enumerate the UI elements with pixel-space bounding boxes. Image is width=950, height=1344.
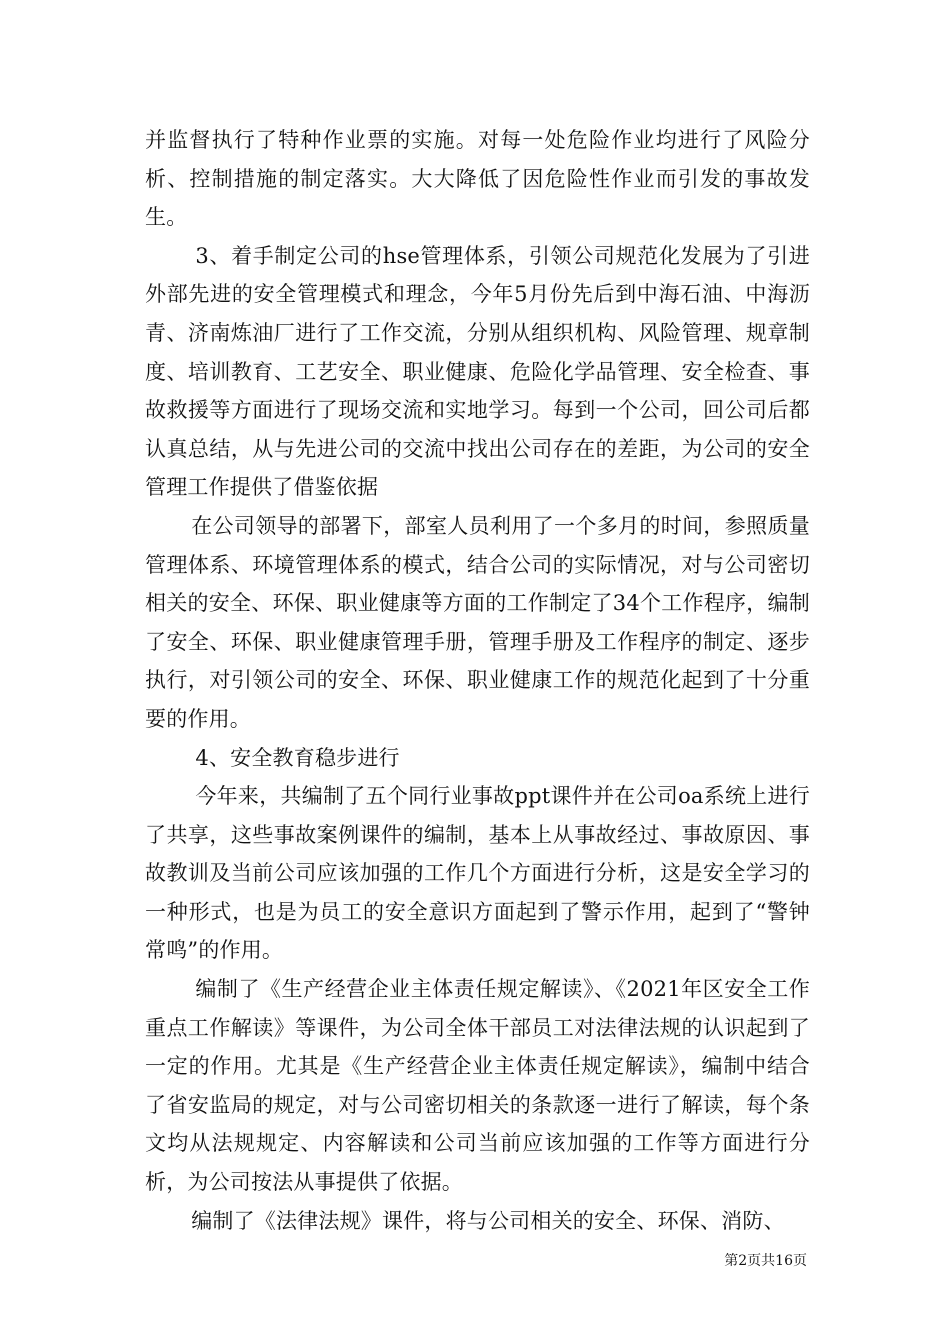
paragraph-work-procedures: 在公司领导的部署下，部室人员利用了一个多月的时间，参照质量管理体系、环境管理体系的模式，结合公司的实际情况，对与公司密切相关的安全、环保、职业健康等方面的工作制定了34个工作程序，编制了安全、环保、职业健康管理手册，管理手册及工作程序的制定、逐步执行，对引领公司的安全、环保、职业健康工作的规范化起到了十分重要的作用。 (145, 513, 810, 731)
paragraph-regulation-courseware: 编制了《生产经营企业主体责任规定解读》、《2021年区安全工作重点工作解读》等课件，为公司全体干部员工对法律法规的认识起到了一定的作用。尤其是《生产经营企业主体责任规定解读》，编制中结合了省安监局的规定，对与公司密切相关的条款逐一进行了解读，每个条文均从法规规定、内容解读和公司当前应该加强的工作等方面进行分析，为公司按法从事提供了依据。 (145, 977, 810, 1195)
paragraph-law-courseware: 编制了《法律法规》课件，将与公司相关的安全、环保、消防、 (191, 1208, 785, 1233)
page-number-footer: 第2页共16页 (724, 1253, 807, 1269)
paragraph-accident-courseware: 今年来，共编制了五个同行业事故ppt课件并在公司oa系统上进行了共享，这些事故案例课件的编制，基本上从事故经过、事故原因、事故教训及当前公司应该加强的工作几个方面进行分析，这是安全学习的一种形式，也是为员工的安全意识方面起到了警示作用，起到了“警钟常鸣”的作用。 (145, 784, 810, 963)
document-body (145, 121, 810, 1240)
paragraph-continuation: 并监督执行了特种作业票的实施。对每一处危险作业均进行了风险分析、控制措施的制定落实。大大降低了因危险性作业而引发的事故发生。 (145, 128, 810, 230)
paragraph-hse-system: 3、着手制定公司的hse管理体系，引领公司规范化发展为了引进外部先进的安全管理模式和理念，今年5月份先后到中海石油、中海沥青、济南炼油厂进行了工作交流，分别从组织机构、风险管理、规章制度、培训教育、工艺安全、职业健康、危险化学品管理、安全检查、事故救援等方面进行了现场交流和实地学习。每到一个公司，回公司后都认真总结，从与先进公司的交流中找出公司存在的差距，为公司的安全管理工作提供了借鉴依据 (145, 243, 810, 500)
paragraph-heading-safety-education: 4、安全教育稳步进行 (195, 745, 400, 770)
